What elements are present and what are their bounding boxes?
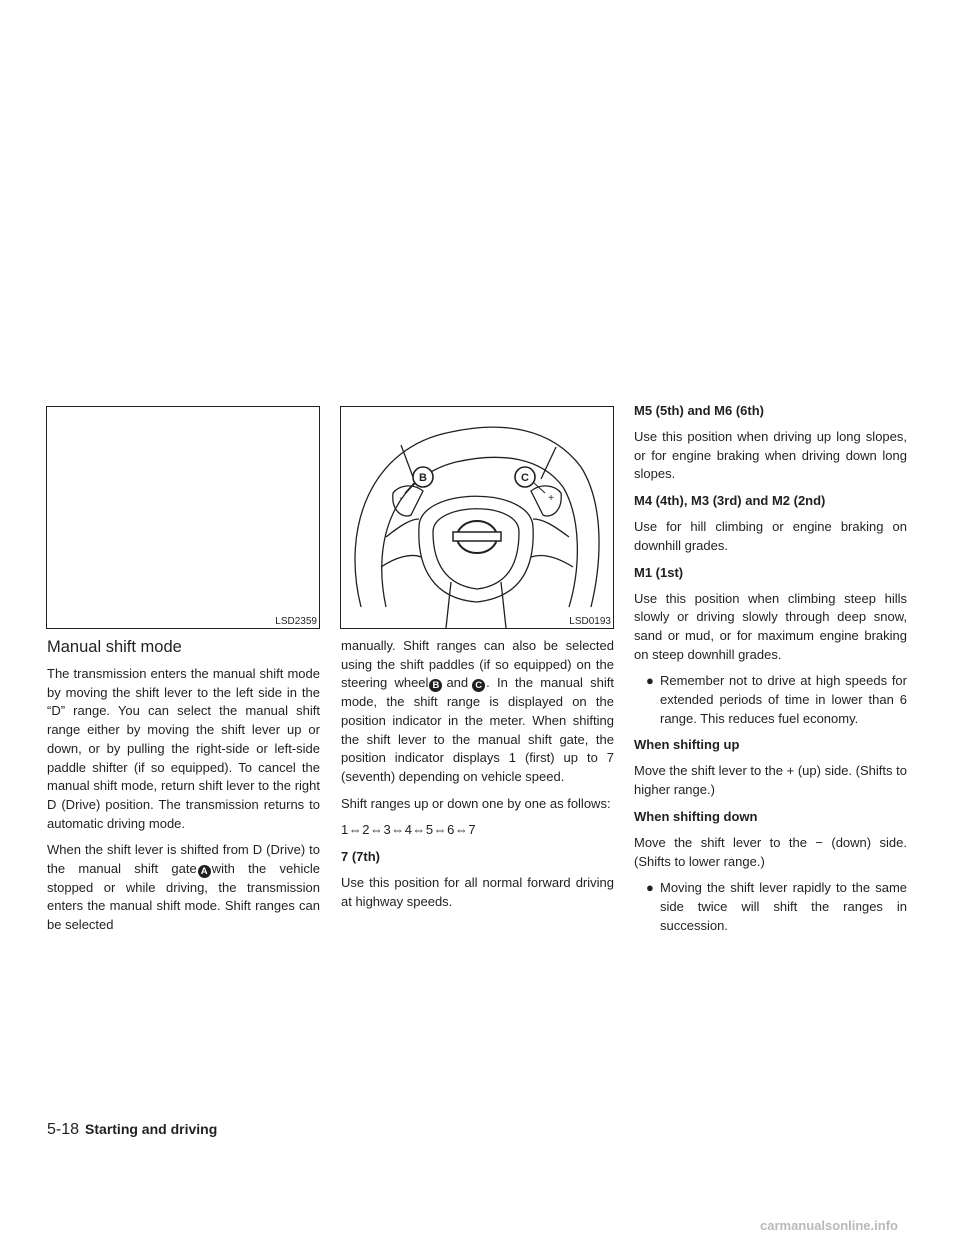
heading-7th: 7 (7th) xyxy=(341,849,380,865)
bullet-text-2: Moving the shift lever rapidly to the same side twice will shift the ranges in succession. xyxy=(660,880,907,933)
watermark: carmanualsonline.info xyxy=(760,1218,898,1233)
column-3 xyxy=(634,400,907,943)
callout-a-icon: A xyxy=(198,865,211,878)
wheel-hub xyxy=(419,496,533,602)
bullet-item-2 xyxy=(634,879,907,935)
col2-p1-text-a: manually. Shift ranges can also be selected using the shift paddles (if so equipped) on the steering wheel xyxy=(341,638,614,691)
col2-p1-text-b: . In the manual shift mode, the shift range is displayed on the position indicator in the meter. When shifting the shift lever to the manual shift gate, the position indicator displays 1 (first) up to 7 (seventh) depending on vehicle speed. xyxy=(341,675,615,784)
paddle-minus-label: - xyxy=(399,493,403,504)
paragraph-m1: Use this position when climbing steep hills slowly or driving slowly through deep snow, sand or mud, or for maximum engine braking on steep downhill grades. xyxy=(634,590,907,662)
column-1 xyxy=(47,637,320,943)
heading-m4-m3-m2: M4 (4th), M3 (3rd) and M2 (2nd) xyxy=(634,493,826,509)
col2-p1-and: and xyxy=(446,675,469,691)
col1-p2-text-b: with the vehicle stopped or while driving, the transmission enters the manual shift mode. Shift ranges can be selected xyxy=(47,861,320,933)
callout-c-label: C xyxy=(521,472,529,484)
paragraph-shifting-down: Move the shift lever to the − (down) side. (Shifts to lower range.) xyxy=(634,834,907,869)
col2-paragraph-1 xyxy=(341,637,614,787)
figure-left xyxy=(46,406,320,629)
footer-section-title: Starting and driving xyxy=(85,1121,218,1137)
bullet-text-1: Remember not to drive at high speeds for extended periods of time in lower than 6 range. This reduces fuel economy. xyxy=(660,673,907,726)
figure-right-code: LSD0193 xyxy=(569,616,611,627)
paragraph-7th: Use this position for all normal forward driving at highway speeds. xyxy=(341,875,614,909)
heading-shifting-up: When shifting up xyxy=(634,737,740,753)
figure-right xyxy=(340,406,614,629)
callout-b-label: B xyxy=(419,472,427,484)
heading-m1: M1 (1st) xyxy=(634,564,684,580)
steering-wheel-illustration xyxy=(341,407,613,628)
page-footer xyxy=(47,1119,217,1140)
bullet-item-1 xyxy=(634,672,907,728)
shift-sequence: 1⇔2⇔3⇔4⇔5⇔6⇔7 xyxy=(341,822,477,838)
callout-c-inline-icon: C xyxy=(472,679,485,692)
paddle-right xyxy=(531,486,561,516)
col1-paragraph-1: The transmission enters the manual shift mode by moving the shift lever to the left side in the “D” range. You can select the manual shift range either by moving the shift lever up or down, or by pulling the right-side or left-side paddle shifter (if so equipped). To cancel the manual shift mode, return shift lever to the right D (Drive) position. The transmission returns to automatic driving mode. xyxy=(47,666,320,831)
paddle-plus-label: + xyxy=(548,493,554,504)
page-number: 5-18 xyxy=(47,1121,80,1138)
col1-paragraph-2 xyxy=(47,841,320,935)
bullet-dot-icon: ● xyxy=(646,880,654,896)
callout-b-inline-icon: B xyxy=(429,679,442,692)
col1-p2-text-a: When the shift lever is shifted from D (Drive) to the manual shift gate xyxy=(47,842,320,877)
column-2 xyxy=(341,637,614,919)
bullet-dot-icon: ● xyxy=(646,673,654,689)
paragraph-m5-m6: Use this position when driving up long slopes, or for engine braking when driving down long slopes. xyxy=(634,429,907,482)
figure-left-code: LSD2359 xyxy=(275,616,317,627)
paragraph-shifting-up: Move the shift lever to the + (up) side. (Shifts to higher range.) xyxy=(634,763,907,798)
col2-paragraph-2: Shift ranges up or down one by one as follows: xyxy=(341,795,611,811)
paragraph-m4-m3-m2: Use for hill climbing or engine braking on downhill grades. xyxy=(634,519,907,553)
section-title: Manual shift mode xyxy=(47,638,182,656)
heading-m5-m6: M5 (5th) and M6 (6th) xyxy=(634,403,764,418)
heading-shifting-down: When shifting down xyxy=(634,808,758,824)
